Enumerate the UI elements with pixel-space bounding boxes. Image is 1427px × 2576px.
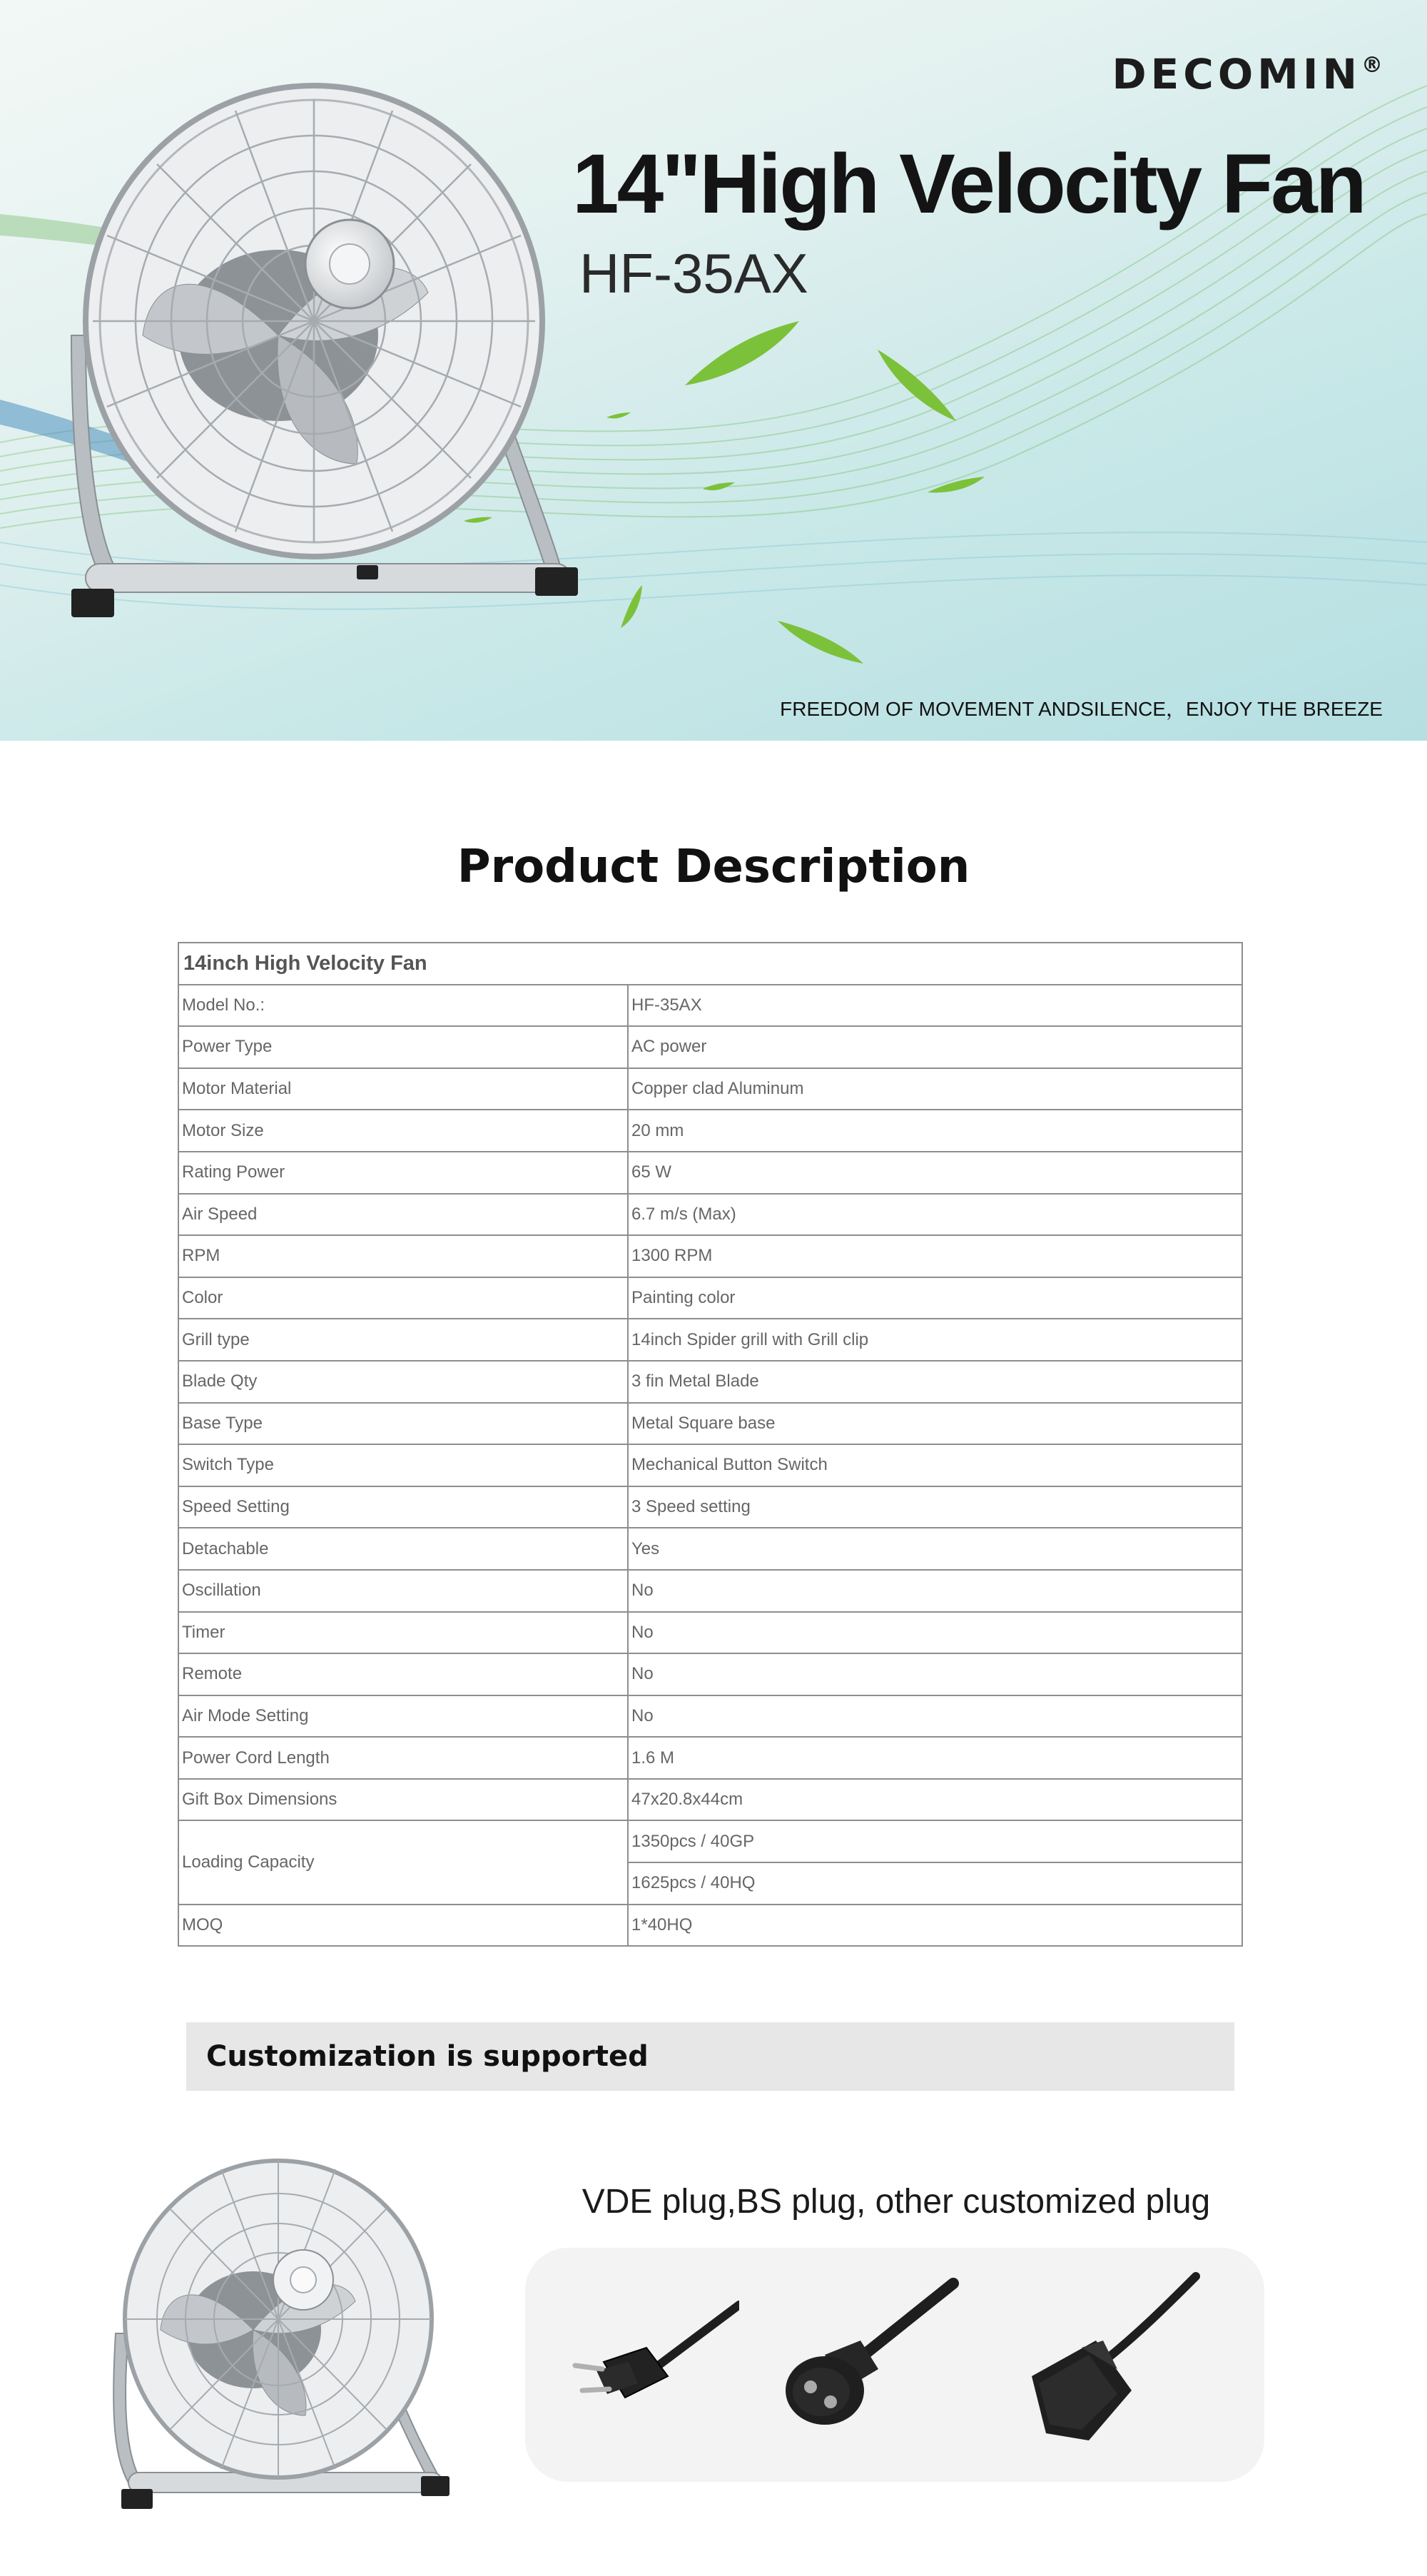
customization-banner <box>186 2022 1234 2091</box>
customization-banner-text: Customization is supported <box>206 2040 649 2073</box>
table-row <box>178 1068 1242 1110</box>
fan-photo <box>86 2148 471 2519</box>
spec-value: 14inch Spider grill with Grill clip <box>628 1319 1242 1361</box>
spec-label: Remote <box>178 1653 628 1695</box>
table-row <box>178 1444 1242 1486</box>
table-row <box>178 1026 1242 1068</box>
spec-label: Detachable <box>178 1528 628 1570</box>
spec-label: Blade Qty <box>178 1361 628 1403</box>
spec-value: No <box>628 1612 1242 1654</box>
table-row <box>178 1152 1242 1194</box>
spec-value: 20 mm <box>628 1110 1242 1152</box>
spec-value: 3 fin Metal Blade <box>628 1361 1242 1403</box>
table-row <box>178 1235 1242 1277</box>
brand-logo: DECOMIN® <box>1112 50 1383 98</box>
spec-value: Copper clad Aluminum <box>628 1068 1242 1110</box>
spec-value: 1*40HQ <box>628 1905 1242 1947</box>
table-row <box>178 1779 1242 1821</box>
table-row <box>178 1194 1242 1236</box>
table-row <box>178 1403 1242 1445</box>
spec-label: Speed Setting <box>178 1486 628 1528</box>
spec-label: Timer <box>178 1612 628 1654</box>
spec-label: Power Type <box>178 1026 628 1068</box>
table-row <box>178 1486 1242 1528</box>
table-row <box>178 1361 1242 1403</box>
table-row <box>178 1528 1242 1570</box>
spec-label: Oscillation <box>178 1570 628 1612</box>
spec-value: 65 W <box>628 1152 1242 1194</box>
spec-value: Mechanical Button Switch <box>628 1444 1242 1486</box>
spec-label: Gift Box Dimensions <box>178 1779 628 1821</box>
table-caption-row <box>178 943 1242 985</box>
plug-title: VDE plug,BS plug, other customized plug <box>582 2183 1211 2221</box>
spec-value: 1300 RPM <box>628 1235 1242 1277</box>
spec-table <box>178 942 1243 1947</box>
table-row <box>178 1110 1242 1152</box>
table-row <box>178 1905 1242 1947</box>
spec-value: 1.6 M <box>628 1737 1242 1779</box>
spec-label: Power Cord Length <box>178 1737 628 1779</box>
spec-label: Rating Power <box>178 1152 628 1194</box>
table-row <box>178 1319 1242 1361</box>
spec-label: Motor Material <box>178 1068 628 1110</box>
spec-value: 6.7 m/s (Max) <box>628 1194 1242 1236</box>
hero-model: HF-35AX <box>579 242 808 305</box>
schuko-plug-icon <box>746 2262 960 2448</box>
spec-value: Metal Square base <box>628 1403 1242 1445</box>
section-title: Product Description <box>457 841 970 893</box>
table-caption: 14inch High Velocity Fan <box>178 943 1242 985</box>
spec-value: HF-35AX <box>628 985 1242 1027</box>
spec-value: No <box>628 1570 1242 1612</box>
spec-value: No <box>628 1695 1242 1738</box>
table-row <box>178 1695 1242 1738</box>
table-row <box>178 1277 1242 1319</box>
spec-value: 1625pcs / 40HQ <box>628 1862 1242 1905</box>
table-row <box>178 1653 1242 1695</box>
table-row <box>178 1570 1242 1612</box>
spec-value: 47x20.8x44cm <box>628 1779 1242 1821</box>
table-row <box>178 1612 1242 1654</box>
spec-value: Painting color <box>628 1277 1242 1319</box>
spec-label: Model No.: <box>178 985 628 1027</box>
spec-label: Motor Size <box>178 1110 628 1152</box>
spec-value: No <box>628 1653 1242 1695</box>
bs-plug-icon <box>982 2262 1210 2462</box>
spec-label: MOQ <box>178 1905 628 1947</box>
spec-label: Color <box>178 1277 628 1319</box>
spec-label: Switch Type <box>178 1444 628 1486</box>
fan-illustration <box>43 64 585 656</box>
spec-label: RPM <box>178 1235 628 1277</box>
hero-banner <box>0 0 1427 741</box>
spec-label: Air Speed <box>178 1194 628 1236</box>
spec-value: Yes <box>628 1528 1242 1570</box>
table-row <box>178 1737 1242 1779</box>
spec-value: 3 Speed setting <box>628 1486 1242 1528</box>
table-row <box>178 1820 1242 1862</box>
hero-title: 14"High Velocity Fan <box>572 137 1365 231</box>
vde-plug-icon <box>554 2276 739 2448</box>
plug-panel <box>525 2248 1264 2482</box>
spec-value: 1350pcs / 40GP <box>628 1820 1242 1862</box>
spec-label: Loading Capacity <box>178 1820 628 1904</box>
table-row <box>178 985 1242 1027</box>
spec-label: Base Type <box>178 1403 628 1445</box>
hero-slogan: FREEDOM OF MOVEMENT ANDSILENCE，ENJOY THE BREEZE <box>780 698 1383 720</box>
spec-label: Air Mode Setting <box>178 1695 628 1738</box>
spec-label: Grill type <box>178 1319 628 1361</box>
spec-value: AC power <box>628 1026 1242 1068</box>
